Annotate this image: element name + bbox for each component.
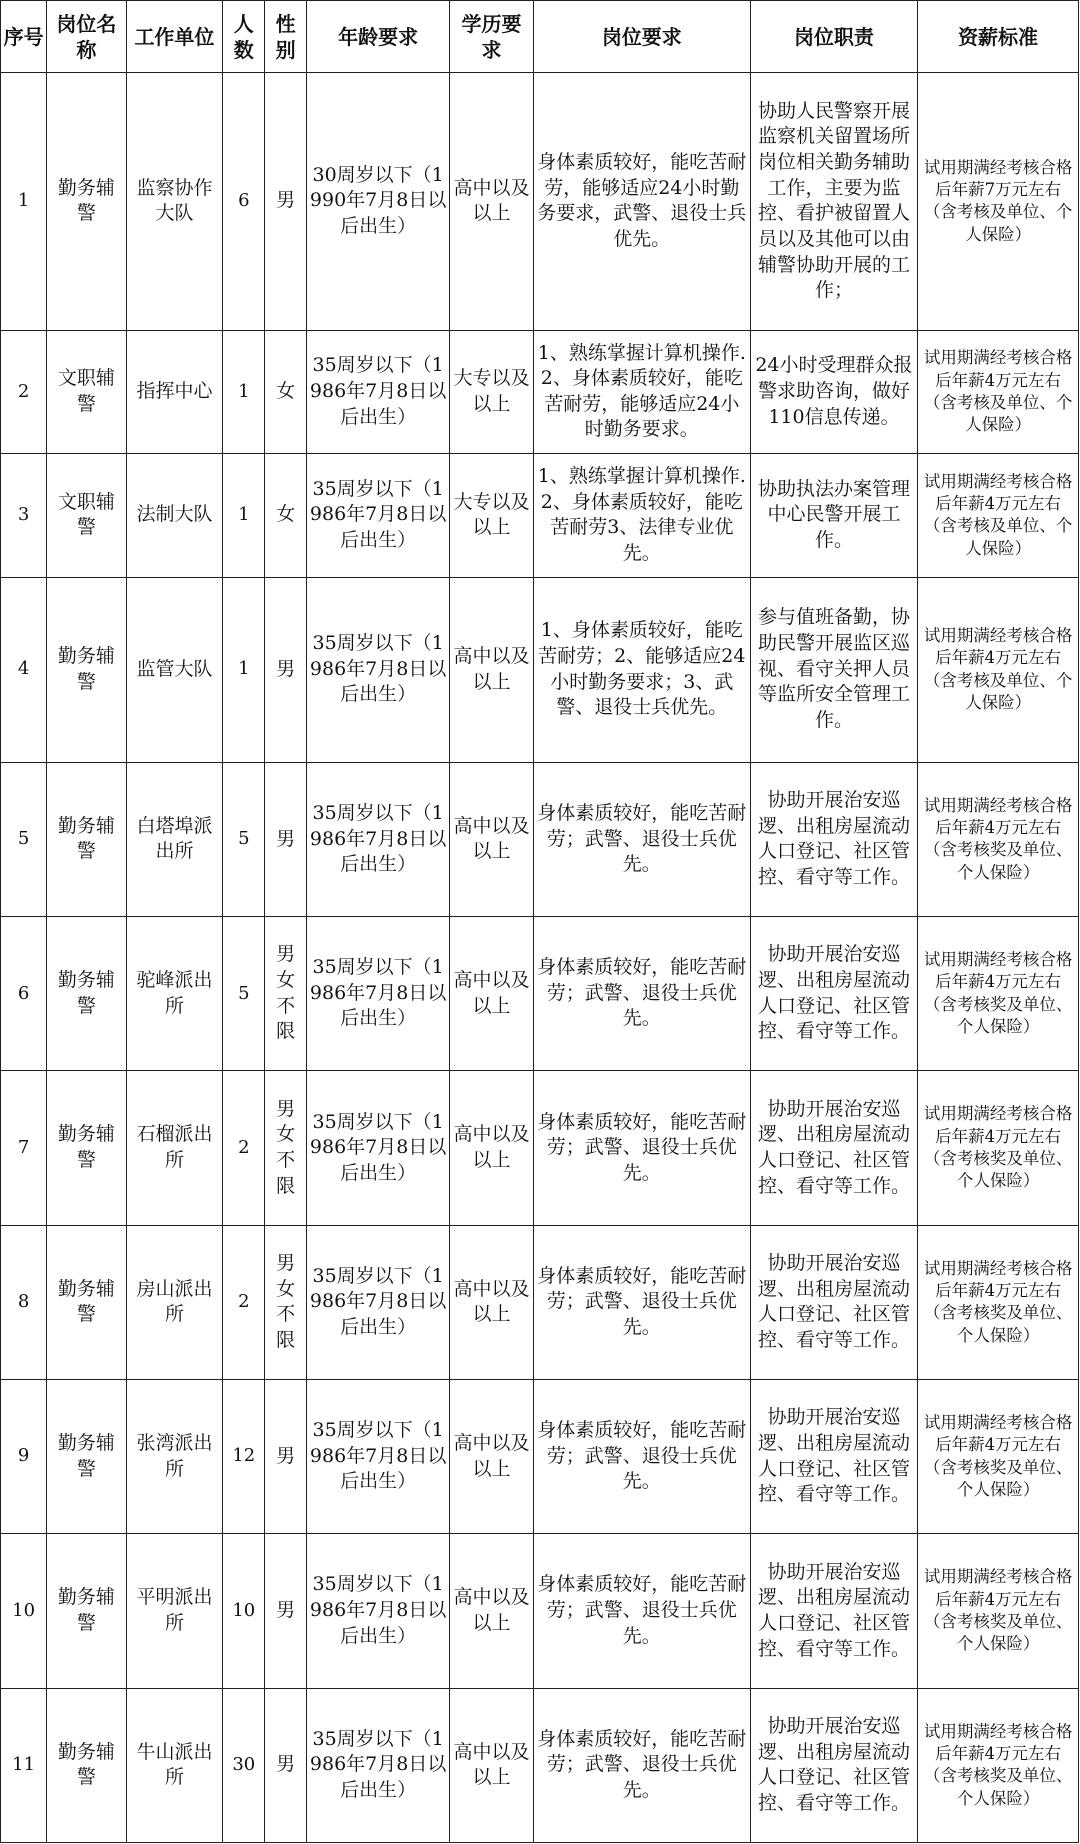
cell-position-name: 勤务辅警	[47, 762, 126, 916]
cell-education-requirement: 高中以及以上	[450, 73, 534, 331]
cell-headcount: 30	[223, 1688, 265, 1842]
cell-id: 4	[1, 577, 47, 762]
cell-work-unit: 白塔埠派出所	[126, 762, 223, 916]
cell-headcount: 2	[223, 1071, 265, 1225]
cell-headcount: 5	[223, 917, 265, 1071]
cell-age-requirement: 35周岁以下（1986年7月8日以后出生）	[307, 1534, 450, 1688]
cell-age-requirement: 35周岁以下（1986年7月8日以后出生）	[307, 330, 450, 453]
cell-age-requirement: 35周岁以下（1986年7月8日以后出生）	[307, 1379, 450, 1533]
cell-headcount: 10	[223, 1534, 265, 1688]
cell-position-requirement: 身体素质较好，能吃苦耐劳；武警、退役士兵优先。	[533, 917, 750, 1071]
cell-age-requirement: 30周岁以下（1990年7月8日以后出生）	[307, 73, 450, 331]
cell-work-unit: 驼峰派出所	[126, 917, 223, 1071]
cell-headcount: 12	[223, 1379, 265, 1533]
header-cell-unit: 工作单位	[126, 1, 223, 73]
cell-education-requirement: 高中以及以上	[450, 917, 534, 1071]
cell-gender: 男	[265, 577, 307, 762]
table-row	[1, 1379, 1079, 1533]
cell-position-requirement: 1、身体素质较好，能吃苦耐劳；2、能够适应24小时勤务要求；3、武警、退役士兵优先。	[533, 577, 750, 762]
cell-position-duty: 协助执法办案管理中心民警开展工作。	[750, 454, 917, 577]
cell-education-requirement: 大专以及以上	[450, 330, 534, 453]
cell-headcount: 1	[223, 330, 265, 453]
cell-age-requirement: 35周岁以下（1986年7月8日以后出生）	[307, 762, 450, 916]
header-cell-age: 年龄要求	[307, 1, 450, 73]
cell-position-name: 勤务辅警	[47, 1688, 126, 1842]
header-cell-id: 序号	[1, 1, 47, 73]
table-row	[1, 73, 1079, 331]
cell-position-name: 勤务辅警	[47, 73, 126, 331]
table-row	[1, 1534, 1079, 1688]
table-row	[1, 762, 1079, 916]
cell-id: 2	[1, 330, 47, 453]
table-body	[1, 73, 1079, 1843]
table-row	[1, 917, 1079, 1071]
table-row	[1, 1688, 1079, 1842]
header-cell-name: 岗位名称	[47, 1, 126, 73]
cell-headcount: 1	[223, 577, 265, 762]
header-cell-sex: 性别	[265, 1, 307, 73]
header-cell-count: 人数	[223, 1, 265, 73]
cell-headcount: 6	[223, 73, 265, 331]
cell-work-unit: 张湾派出所	[126, 1379, 223, 1533]
cell-position-duty: 协助开展治安巡逻、出租房屋流动人口登记、社区管控、看守等工作。	[750, 762, 917, 916]
cell-education-requirement: 高中以及以上	[450, 1071, 534, 1225]
cell-id: 5	[1, 762, 47, 916]
cell-education-requirement: 高中以及以上	[450, 762, 534, 916]
cell-gender: 女	[265, 454, 307, 577]
cell-position-requirement: 身体素质较好，能吃苦耐劳，能够适应24小时勤务要求，武警、退役士兵优先。	[533, 73, 750, 331]
cell-position-name: 勤务辅警	[47, 917, 126, 1071]
cell-gender: 女	[265, 330, 307, 453]
cell-work-unit: 石榴派出所	[126, 1071, 223, 1225]
cell-position-duty: 协助开展治安巡逻、出租房屋流动人口登记、社区管控、看守等工作。	[750, 1225, 917, 1379]
cell-position-duty: 协助开展治安巡逻、出租房屋流动人口登记、社区管控、看守等工作。	[750, 1379, 917, 1533]
cell-education-requirement: 高中以及以上	[450, 1534, 534, 1688]
cell-position-requirement: 身体素质较好，能吃苦耐劳；武警、退役士兵优先。	[533, 1534, 750, 1688]
cell-salary-standard: 试用期满经考核合格后年薪4万元左右（含考核及单位、个人保险）	[918, 454, 1079, 577]
table-row	[1, 1071, 1079, 1225]
cell-position-duty: 参与值班备勤，协助民警开展监区巡视、看守关押人员等监所安全管理工作。	[750, 577, 917, 762]
table-row	[1, 577, 1079, 762]
table-row	[1, 454, 1079, 577]
cell-salary-standard: 试用期满经考核合格后年薪4万元左右（含考核奖及单位、个人保险）	[918, 1534, 1079, 1688]
cell-id: 7	[1, 1071, 47, 1225]
cell-age-requirement: 35周岁以下（1986年7月8日以后出生）	[307, 1688, 450, 1842]
cell-work-unit: 平明派出所	[126, 1534, 223, 1688]
cell-salary-standard: 试用期满经考核合格后年薪4万元左右（含考核奖及单位、个人保险）	[918, 1225, 1079, 1379]
cell-work-unit: 监察协作大队	[126, 73, 223, 331]
cell-age-requirement: 35周岁以下（1986年7月8日以后出生）	[307, 917, 450, 1071]
header-cell-duty: 岗位职责	[750, 1, 917, 73]
cell-age-requirement: 35周岁以下（1986年7月8日以后出生）	[307, 1071, 450, 1225]
cell-position-duty: 协助人民警察开展监察机关留置场所岗位相关勤务辅助工作，主要为监控、看护被留置人员以及其他可以由辅警协助开展的工作；	[750, 73, 917, 331]
header-cell-pay: 资薪标准	[918, 1, 1079, 73]
cell-id: 6	[1, 917, 47, 1071]
cell-gender: 男	[265, 1534, 307, 1688]
cell-salary-standard: 试用期满经考核合格后年薪4万元左右（含考核及单位、个人保险）	[918, 577, 1079, 762]
cell-gender: 男	[265, 73, 307, 331]
cell-salary-standard: 试用期满经考核合格后年薪4万元左右（含考核奖及单位、个人保险）	[918, 762, 1079, 916]
cell-position-name: 勤务辅警	[47, 1379, 126, 1533]
cell-education-requirement: 高中以及以上	[450, 1225, 534, 1379]
cell-id: 10	[1, 1534, 47, 1688]
cell-position-requirement: 身体素质较好，能吃苦耐劳；武警、退役士兵优先。	[533, 1225, 750, 1379]
cell-work-unit: 监管大队	[126, 577, 223, 762]
cell-position-requirement: 身体素质较好，能吃苦耐劳；武警、退役士兵优先。	[533, 1379, 750, 1533]
cell-position-name: 勤务辅警	[47, 1534, 126, 1688]
cell-salary-standard: 试用期满经考核合格后年薪4万元左右（含考核奖及单位、个人保险）	[918, 1379, 1079, 1533]
cell-age-requirement: 35周岁以下（1986年7月8日以后出生）	[307, 454, 450, 577]
cell-gender: 男女不限	[265, 917, 307, 1071]
cell-position-name: 文职辅警	[47, 454, 126, 577]
cell-position-requirement: 身体素质较好，能吃苦耐劳；武警、退役士兵优先。	[533, 762, 750, 916]
cell-work-unit: 法制大队	[126, 454, 223, 577]
cell-education-requirement: 高中以及以上	[450, 1688, 534, 1842]
cell-age-requirement: 35周岁以下（1986年7月8日以后出生）	[307, 1225, 450, 1379]
table-row	[1, 330, 1079, 453]
cell-position-duty: 协助开展治安巡逻、出租房屋流动人口登记、社区管控、看守等工作。	[750, 1534, 917, 1688]
cell-id: 1	[1, 73, 47, 331]
cell-id: 11	[1, 1688, 47, 1842]
cell-work-unit: 房山派出所	[126, 1225, 223, 1379]
cell-position-requirement: 身体素质较好，能吃苦耐劳；武警、退役士兵优先。	[533, 1071, 750, 1225]
cell-position-name: 勤务辅警	[47, 577, 126, 762]
cell-education-requirement: 高中以及以上	[450, 1379, 534, 1533]
cell-gender: 男	[265, 1688, 307, 1842]
cell-gender: 男	[265, 1379, 307, 1533]
cell-salary-standard: 试用期满经考核合格后年薪4万元左右（含考核奖及单位、个人保险）	[918, 917, 1079, 1071]
cell-work-unit: 牛山派出所	[126, 1688, 223, 1842]
cell-id: 9	[1, 1379, 47, 1533]
cell-headcount: 2	[223, 1225, 265, 1379]
header-cell-edu: 学历要求	[450, 1, 534, 73]
cell-position-requirement: 身体素质较好，能吃苦耐劳；武警、退役士兵优先。	[533, 1688, 750, 1842]
cell-id: 8	[1, 1225, 47, 1379]
cell-salary-standard: 试用期满经考核合格后年薪4万元左右（含考核及单位、个人保险）	[918, 330, 1079, 453]
cell-position-requirement: 1、熟练掌握计算机操作.2、身体素质较好，能吃苦耐劳，能够适应24小时勤务要求。	[533, 330, 750, 453]
cell-age-requirement: 35周岁以下（1986年7月8日以后出生）	[307, 577, 450, 762]
cell-gender: 男女不限	[265, 1225, 307, 1379]
cell-position-requirement: 1、熟练掌握计算机操作.2、身体素质较好，能吃苦耐劳3、法律专业优先。	[533, 454, 750, 577]
table-row	[1, 1225, 1079, 1379]
cell-headcount: 5	[223, 762, 265, 916]
cell-position-name: 文职辅警	[47, 330, 126, 453]
cell-position-duty: 24小时受理群众报警求助咨询，做好110信息传递。	[750, 330, 917, 453]
cell-gender: 男女不限	[265, 1071, 307, 1225]
cell-position-duty: 协助开展治安巡逻、出租房屋流动人口登记、社区管控、看守等工作。	[750, 1071, 917, 1225]
cell-position-duty: 协助开展治安巡逻、出租房屋流动人口登记、社区管控、看守等工作。	[750, 917, 917, 1071]
cell-salary-standard: 试用期满经考核合格后年薪4万元左右（含考核奖及单位、个人保险）	[918, 1688, 1079, 1842]
cell-salary-standard: 试用期满经考核合格后年薪7万元左右（含考核及单位、个人保险）	[918, 73, 1079, 331]
cell-position-duty: 协助开展治安巡逻、出租房屋流动人口登记、社区管控、看守等工作。	[750, 1688, 917, 1842]
cell-gender: 男	[265, 762, 307, 916]
cell-education-requirement: 大专以及以上	[450, 454, 534, 577]
header-cell-req: 岗位要求	[533, 1, 750, 73]
cell-position-name: 勤务辅警	[47, 1071, 126, 1225]
cell-position-name: 勤务辅警	[47, 1225, 126, 1379]
cell-id: 3	[1, 454, 47, 577]
cell-work-unit: 指挥中心	[126, 330, 223, 453]
cell-education-requirement: 高中以及以上	[450, 577, 534, 762]
cell-salary-standard: 试用期满经考核合格后年薪4万元左右（含考核奖及单位、个人保险）	[918, 1071, 1079, 1225]
cell-headcount: 1	[223, 454, 265, 577]
header-row	[1, 1, 1079, 73]
